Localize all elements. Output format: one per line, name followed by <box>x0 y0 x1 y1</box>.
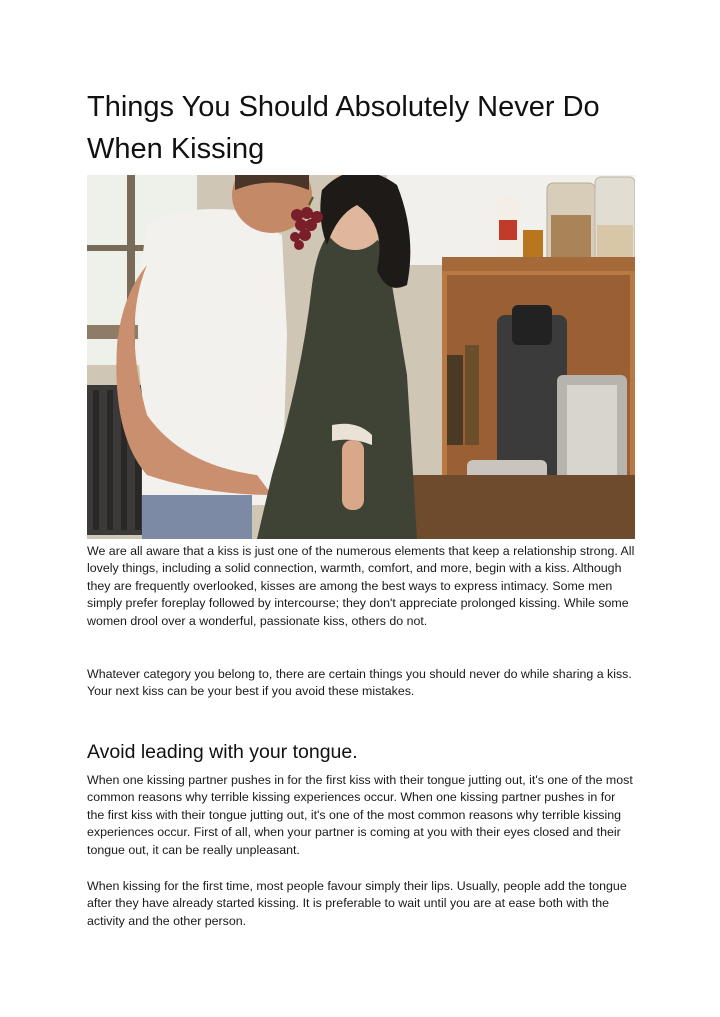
article-title: Things You Should Absolutely Never Do When Kissing <box>87 91 600 165</box>
intro-paragraph: We are all aware that a kiss is just one of the numerous elements that keep a relationship strong. All lovely things, including a solid connection, warmth, comfort, and more, begin with a kiss. Although they are frequently overlooked, kisses are among the best ways to express intimacy. Some men simply prefer foreplay followed by intercourse; they don't appreciate prolonged kissing. While some women drool over a wonderful, passionate kiss, others do not. <box>87 544 635 628</box>
section-heading: Avoid leading with your tongue. <box>87 741 358 763</box>
second-paragraph: Whatever category you belong to, there are certain things you should never do while sharing a kiss. Your next kiss can be your best if you avoid these mistakes. <box>87 667 632 699</box>
hero-photo-couple-kissing <box>87 175 635 539</box>
section-paragraph-2: When kissing for the first time, most people favour simply their lips. Usually, people add the tongue after they have already started kissing. It is preferable to wait until you are at ease both with the activity and the other person. <box>87 879 627 928</box>
section-paragraph-1: When one kissing partner pushes in for the first kiss with their tongue jutting out, it's one of the most common reasons why terrible kissing experiences occur. When one kissing partner pushes in for the first kiss with their tongue jutting out, it's one of the most common reasons why terrible kissing experiences occur. First of all, when your partner is coming at you with their eyes closed and their tongue out, it can be really unpleasant. <box>87 773 633 857</box>
